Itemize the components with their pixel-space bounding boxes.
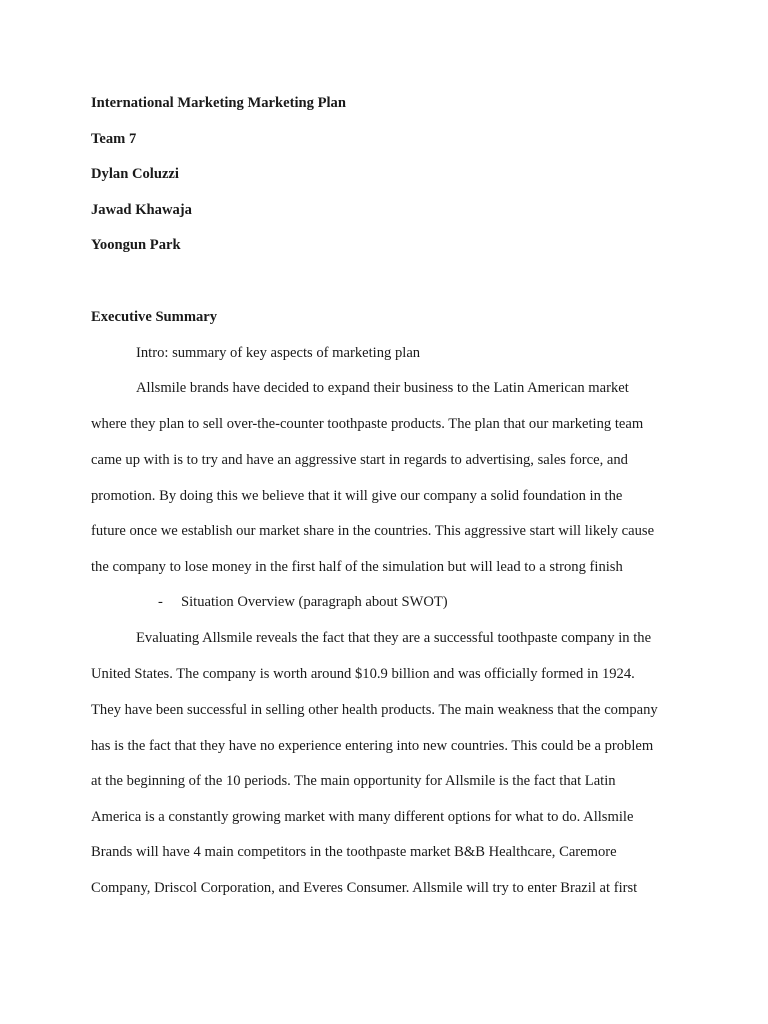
bullet-item: Situation Overview (paragraph about SWOT)	[181, 594, 448, 610]
paragraph-line: promotion. By doing this we believe that it will give our company a solid foundation in the	[91, 488, 623, 504]
paragraph-line: Company, Driscol Corporation, and Everes Consumer. Allsmile will try to enter Brazil at first	[91, 880, 638, 896]
paragraph-line: Brands will have 4 main competitors in the toothpaste market B&B Healthcare, Caremore	[91, 844, 617, 860]
section-heading: Executive Summary	[91, 309, 218, 325]
paragraph-line: has is the fact that they have no experience entering into new countries. This could be a problem	[91, 738, 654, 754]
paragraph-line: Allsmile brands have decided to expand their business to the Latin American market	[136, 380, 629, 396]
paragraph-line: United States. The company is worth around $10.9 billion and was officially formed in 1924.	[91, 666, 635, 682]
intro-line: Intro: summary of key aspects of marketing plan	[136, 345, 421, 361]
bullet-marker: -	[158, 594, 163, 610]
paragraph-line: at the beginning of the 10 periods. The main opportunity for Allsmile is the fact that Latin	[91, 773, 616, 789]
paragraph-line: America is a constantly growing market with many different options for what to do. Allsmile	[91, 809, 634, 825]
paragraph-line: where they plan to sell over-the-counter toothpaste products. The plan that our marketing team	[91, 416, 644, 432]
paragraph-line: future once we establish our market share in the countries. This aggressive start will likely cause	[91, 523, 655, 539]
team-label: Team 7	[91, 131, 137, 147]
team-member-name: Jawad Khawaja	[91, 202, 192, 218]
paragraph-line: came up with is to try and have an aggressive start in regards to advertising, sales force, and	[91, 452, 628, 468]
team-member-name: Yoongun Park	[91, 237, 181, 253]
document-title: International Marketing Marketing Plan	[91, 95, 346, 111]
paragraph-line: the company to lose money in the first half of the simulation but will lead to a strong finish	[91, 559, 623, 575]
paragraph-line: They have been successful in selling other health products. The main weakness that the company	[91, 702, 658, 718]
paragraph-line: Evaluating Allsmile reveals the fact that they are a successful toothpaste company in the	[136, 630, 652, 646]
team-member-name: Dylan Coluzzi	[91, 166, 179, 182]
